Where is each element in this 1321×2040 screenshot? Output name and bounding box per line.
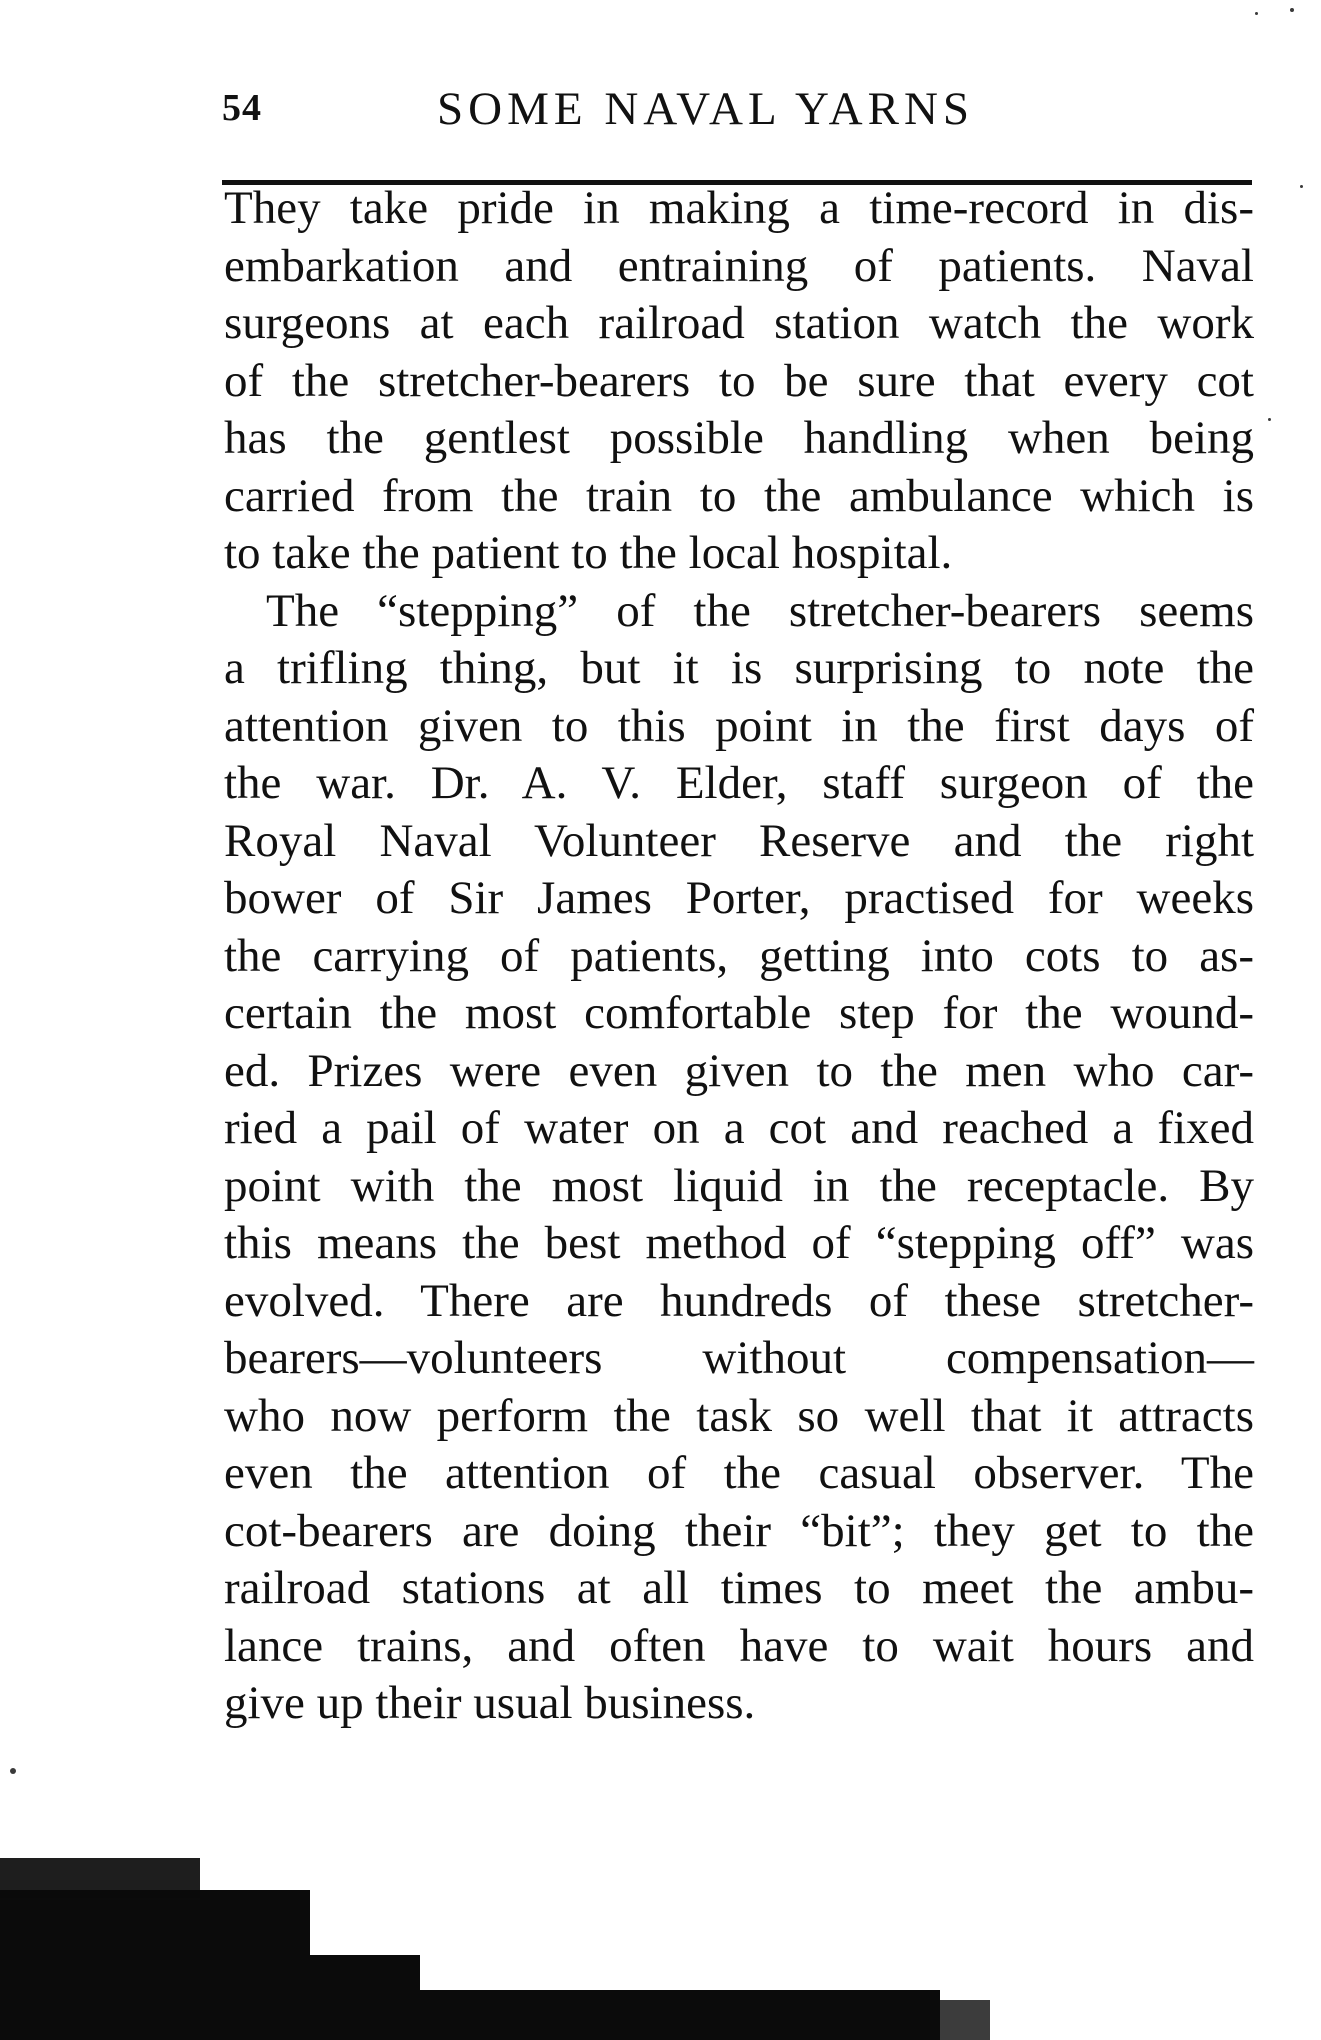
- text-line: bearers—volunteers without compensation—: [224, 1332, 1254, 1384]
- text-line: railroad stations at all times to meet the ambu-: [224, 1562, 1254, 1614]
- page-number: 54: [222, 87, 262, 129]
- text-line: a trifling thing, but it is surprising to note the: [224, 642, 1254, 694]
- text-line: this means the best method of “stepping off” was: [224, 1217, 1254, 1269]
- text-line: They take pride in making a time-record in dis-: [224, 182, 1254, 234]
- text-line: ried a pail of water on a cot and reached a fixed: [224, 1102, 1254, 1154]
- text-line: surgeons at each railroad station watch the work: [224, 297, 1254, 349]
- text-line: point with the most liquid in the receptacle. By: [224, 1159, 1254, 1212]
- scan-speck: [1290, 8, 1294, 12]
- text-line: Royal Naval Volunteer Reserve and the right: [224, 814, 1254, 867]
- text-line: The “stepping” of the stretcher-bearers seems: [266, 584, 1254, 637]
- running-title: SOME NAVAL YARNS: [437, 83, 975, 135]
- text-line: of the stretcher-bearers to be sure that every cot: [224, 354, 1254, 407]
- scan-speck: [1255, 12, 1258, 15]
- scan-artifact: [930, 2000, 990, 2040]
- text-line: to take the patient to the local hospital.: [224, 527, 953, 579]
- text-line: bower of Sir James Porter, practised for weeks: [224, 872, 1254, 924]
- text-line: has the gentlest possible handling when being: [224, 412, 1254, 464]
- text-line: the war. Dr. A. V. Elder, staff surgeon of the: [224, 757, 1254, 809]
- body-text: [224, 180, 1254, 1733]
- text-line: give up their usual business.: [224, 1677, 756, 1729]
- text-line: ed. Prizes were even given to the men who car-: [224, 1044, 1254, 1097]
- text-line: cot-bearers are doing their “bit”; they get to the: [224, 1504, 1254, 1557]
- scan-speck: [1268, 418, 1271, 421]
- page-header: [222, 78, 1252, 148]
- text-line: carried from the train to the ambulance which is: [224, 469, 1254, 522]
- text-line: evolved. There are hundreds of these stretcher-: [224, 1274, 1254, 1327]
- scan-artifact: [0, 1890, 310, 2040]
- text-line: even the attention of the casual observer. The: [224, 1447, 1254, 1499]
- text-line: attention given to this point in the first days of: [224, 699, 1254, 752]
- text-line: who now perform the task so well that it attracts: [224, 1389, 1254, 1442]
- text-line: embarkation and entraining of patients. Naval: [224, 239, 1254, 292]
- scan-artifact: [400, 1990, 940, 2040]
- text-line: the carrying of patients, getting into cots to as-: [224, 929, 1254, 982]
- scan-speck: [10, 1768, 16, 1774]
- text-line: certain the most comfortable step for the wound-: [224, 987, 1254, 1039]
- scan-artifact: [0, 1858, 200, 1898]
- text-line: lance trains, and often have to wait hours and: [224, 1619, 1254, 1672]
- scan-speck: [1300, 185, 1303, 188]
